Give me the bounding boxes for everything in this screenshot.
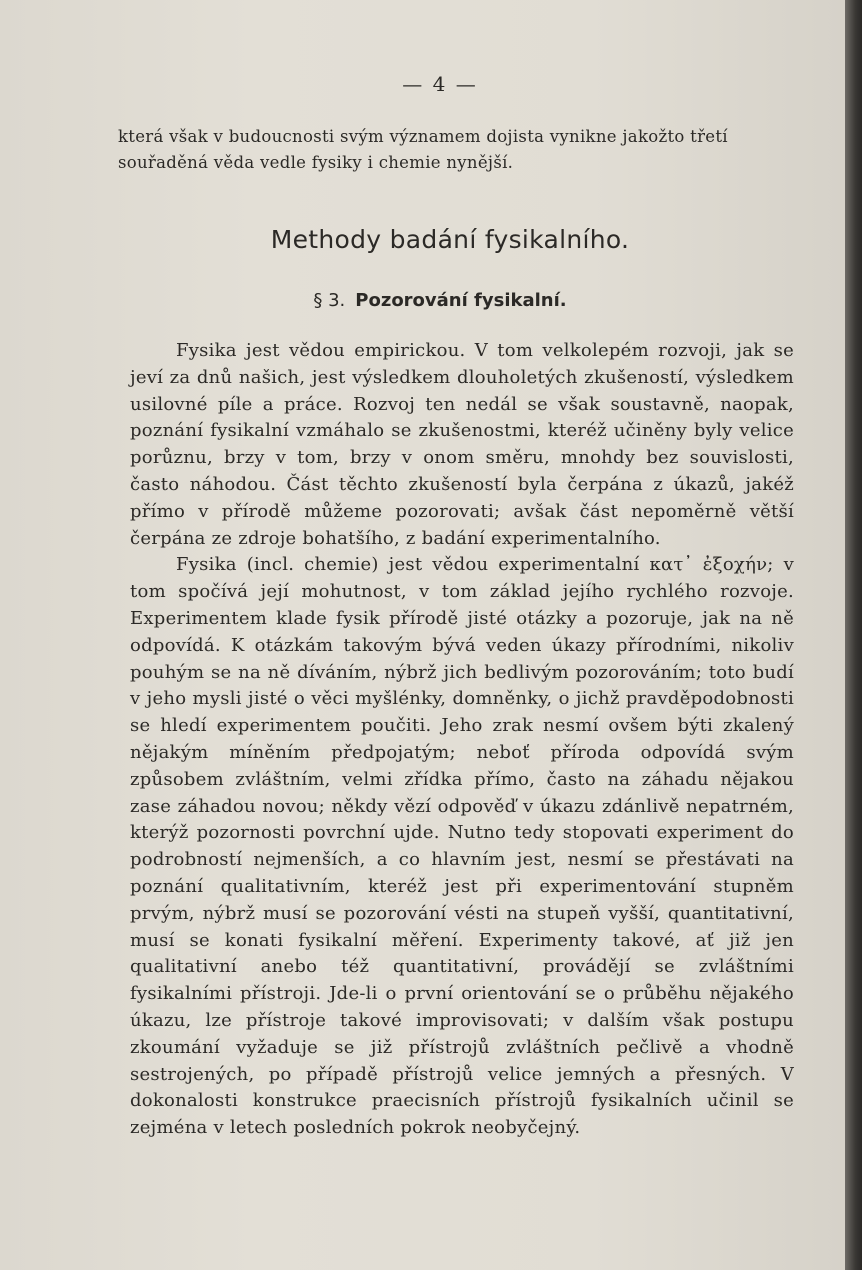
section-title: Methody badání fysikalního. bbox=[270, 225, 630, 254]
body-text bbox=[130, 338, 794, 1142]
paragraph: Fysika jest vědou empirickou. V tom velkolepém rozvoji, jak se jeví za dnů našich, jest výsledkem dlouholetých zkušeností, výsledkem usilovné píle a práce. Rozvoj ten nedál se však soustavně, naopak, poznání fysikalní vzmáhalo se zkušenostmi, kteréž učiněny byly velice porůznu, brzy v tom, brzy v onom směru, mnohdy bez souvislosti, často náhodou. Část těchto zkušeností byla čerpána z úkazů, jakéž přímo v přírodě můžeme pozorovati; avšak část nepoměrně větší čerpána ze zdroje bohatšího, z badání experimentalního. bbox=[130, 340, 794, 549]
page-number: — 4 — bbox=[402, 72, 478, 96]
paragraph: Fysika (incl. chemie) jest vědou experimentalní κατ᾽ ἐξοχήν; v tom spočívá její mohutnost, v tom základ jejího rychlého rozvoje. Experimentem klade fysik přírodě jisté otázky a pozoruje, jak na ně odpovídá. K otázkám takovým bývá veden úkazy přírodními, nikoliv pouhým se na ně díváním, nýbrž jich bedlivým pozorováním; toto budí v jeho mysli jisté o věci myšlénky, domněnky, o jichž pravděpodobnosti se hledí experimentem poučiti. Jeho zrak nesmí ovšem býti zkalený nějakým míněním předpojatým; neboť příroda odpovídá svým způsobem zvláštním, velmi zřídka přímo, často na záhadu nějakou zase záhadou novou; někdy vězí odpověď v úkazu zdánlivě nepatrném, kterýž pozornosti povrchní ujde. Nutno tedy stopovati experiment do podrobností nejmenších, a co hlavním jest, nesmí se přestávati na poznání qualitativním, kteréž jest při experimentování stupněm prvým, nýbrž musí se pozorování vésti na stupeň vyšší, quantitativní, musí se konati fysikalní měření. Experimenty takové, ať již jen qualitativní anebo též quantitativní, provádějí se zvláštními fysikalními přístroji. Jde-li o první orientování se o průběhu nějakého úkazu, lze přístroje takové improvisovati; v dalším však postupu zkoumání vyžaduje se již přístrojů zvláštních pečlivě a vhodně sestrojených, po případě přístrojů velice jemných a přesných. V dokonalosti konstrukce praecisních přístrojů fysikalních učinil se zejména v letech posledních pokrok neobyčejný. bbox=[130, 554, 794, 1139]
book-binding-edge bbox=[845, 0, 862, 1270]
section-symbol: § 3. bbox=[313, 290, 346, 311]
subsection-title-text: Pozorování fysikalní. bbox=[355, 290, 567, 311]
intro-text: která však v budoucnosti svým významem dojista vynikne jakožto třetí souřaděná věda vedle fysiky i chemie nynější. bbox=[118, 127, 728, 172]
subsection-title bbox=[0, 290, 862, 311]
